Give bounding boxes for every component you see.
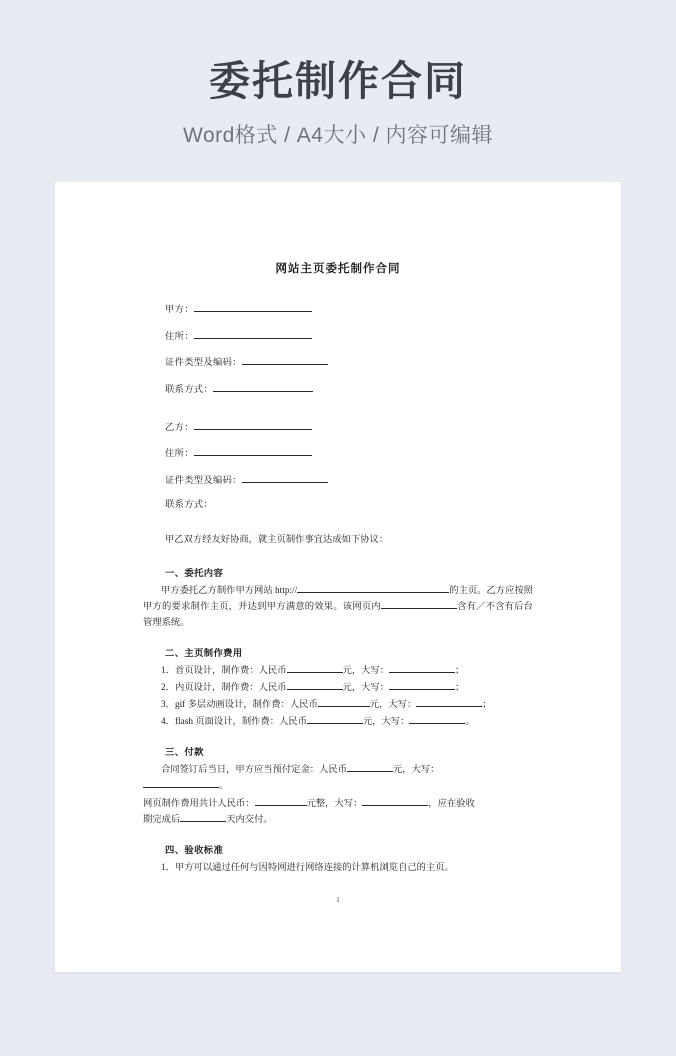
agreement-intro: 甲乙双方经友好协商，就主页制作事宜达成如下协议：: [165, 534, 389, 545]
spacer: [143, 409, 533, 420]
blank-line[interactable]: [255, 796, 307, 806]
fee-item-4: 4．flash 页面设计，制作费：人民币 元，大写： 。: [161, 714, 533, 730]
blank-line[interactable]: [381, 599, 457, 609]
blank-line[interactable]: [389, 680, 455, 690]
party-a-block: [165, 302, 533, 396]
blank-line[interactable]: [389, 663, 455, 673]
fee-item-1: 1．首页设计，制作费：人民币 元，大写： ；: [161, 663, 533, 679]
page-subtitle: Word格式 / A4大小 / 内容可编辑: [183, 124, 493, 148]
blank-line[interactable]: [143, 778, 219, 788]
party-b-block: [165, 420, 533, 511]
section-heading-4: 四、验收标准: [165, 845, 224, 856]
field-party-b-address: 住所：: [165, 446, 533, 460]
blank-line[interactable]: [194, 302, 312, 312]
field-party-a-name: 甲方：: [165, 302, 533, 316]
acceptance-item-1: 1．甲方可以通过任何与因特网进行网络连接的计算机浏览自己的主页。: [161, 862, 454, 873]
page-title: 委托制作合同: [209, 58, 467, 104]
blank-line[interactable]: [416, 697, 482, 707]
payment-paragraph-2: 网页制作费用共计人民币： 元整，大写： ，应在验收 期完成后 天内交付。: [143, 796, 533, 829]
blank-line[interactable]: [194, 329, 312, 339]
field-party-b-name: 乙方：: [165, 420, 533, 434]
document-sheet: [55, 182, 621, 972]
payment-paragraph-1: 合同签订后当日，甲方应当预付定金：人民币 元，大写： 。: [143, 762, 533, 795]
blank-line[interactable]: [307, 714, 363, 724]
promo-header: [0, 0, 676, 149]
blank-line[interactable]: [362, 796, 428, 806]
field-party-a-address: 住所：: [165, 329, 533, 343]
blank-line[interactable]: [287, 663, 343, 673]
blank-line[interactable]: [180, 812, 226, 822]
section-heading-2: 二、主页制作费用: [165, 648, 243, 659]
section-heading-3: 三、付款: [165, 747, 204, 758]
blank-line[interactable]: [194, 420, 312, 430]
blank-line[interactable]: [287, 680, 343, 690]
blank-line[interactable]: [242, 473, 328, 483]
document-body: [55, 182, 621, 876]
blank-line[interactable]: [213, 382, 313, 392]
fee-item-2: 2．内页设计，制作费：人民币 元，大写： ；: [161, 680, 533, 696]
blank-line[interactable]: [347, 762, 393, 772]
field-party-a-contact: 联系方式：: [165, 382, 533, 396]
page-number: 1: [336, 896, 340, 904]
blank-line[interactable]: [242, 355, 328, 365]
section-1-paragraph: 甲方委托乙方制作甲方网站 http:// 的主页。乙方应按照甲方的要求制作主页，并达到甲方满意的效果。该网页内 含有／不含有后台管理系统。: [143, 583, 533, 632]
blank-line[interactable]: [194, 446, 312, 456]
fee-item-3: 3．gif 多层动画设计，制作费：人民币 元，大写： ；: [161, 697, 533, 713]
document-title: 网站主页委托制作合同: [275, 263, 401, 275]
blank-line[interactable]: [318, 697, 370, 707]
blank-line[interactable]: [297, 583, 449, 593]
field-party-a-id: 证件类型及编码：: [165, 355, 533, 369]
field-party-b-id: 证件类型及编码：: [165, 473, 533, 487]
blank-line[interactable]: [409, 714, 465, 724]
field-party-b-contact: 联系方式：: [165, 499, 213, 510]
section-heading-1: 一、委托内容: [165, 568, 224, 579]
